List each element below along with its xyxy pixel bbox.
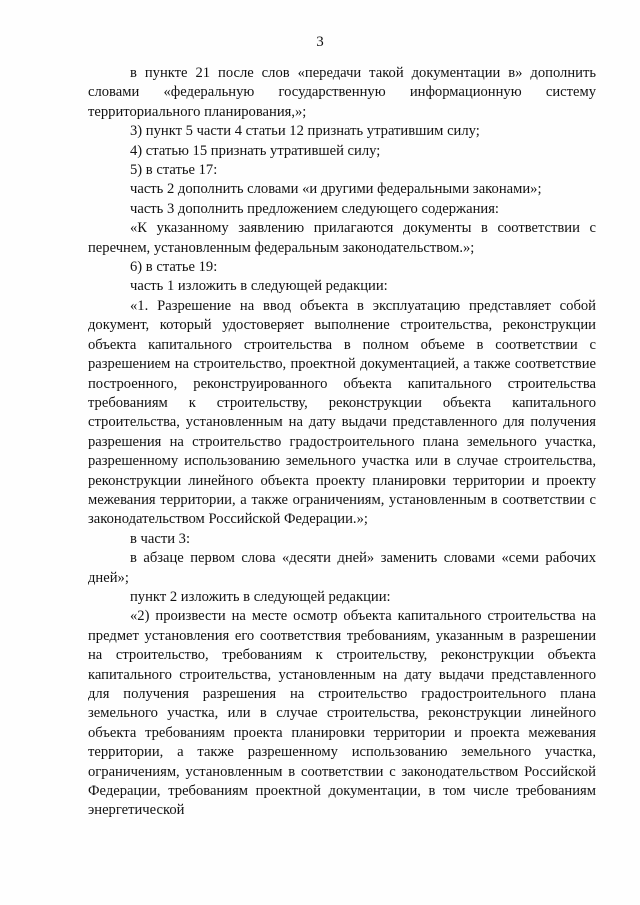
paragraph: пункт 2 изложить в следующей редакции: — [130, 588, 391, 605]
paragraph: часть 3 дополнить предложением следующего содержания: — [130, 200, 499, 217]
page-number: 3 — [316, 34, 324, 50]
paragraph: «1. Разрешение на ввод объекта в эксплуатацию представляет собой документ, который удостоверяет выполнение строительства, реконструкции объекта капитального строительства в полном объеме в соответствии с разрешением на строительство, проектной документацией, а также соответствие построенного, реконструированного объекта капитального строительства требованиям к строительству, реконструкции объекта капитального строительства, установленным на дату выдачи представленного для получения разрешения на строительство градостроительного плана земельного участка, разрешенному использованию земельного участка или в случае строительства, реконструкции линейного объекта проекту планировки территории и проекту межевания территории, а также ограничениям, установленным в соответствии с законодательством Российской Федерации.»; — [88, 297, 596, 528]
paragraph: 5) в статье 17: — [130, 162, 218, 179]
paragraph: часть 1 изложить в следующей редакции: — [130, 278, 388, 295]
paragraph: «К указанному заявлению прилагаются документы в соответствии с перечнем, установленным федеральным законодательством.»; — [88, 220, 596, 256]
paragraph: в части 3: — [130, 530, 191, 547]
paragraph: 3) пункт 5 части 4 статьи 12 признать утратившим силу; — [130, 123, 480, 140]
paragraph: часть 2 дополнить словами «и другими федеральными законами»; — [130, 181, 542, 198]
paragraph: «2) произвести на месте осмотр объекта капитального строительства на предмет установления его соответствия требованиям, указанным в разрешении на строительство, требованиям к строительству, реконструкции объекта капитального строительства, установленным на дату выдачи представленного для получения разрешения на строительство градостроительного плана земельного участка, или в случае строительства, реконструкции линейного объекта требованиям проекта планировки территории и проекта межевания территории, а также разрешенному использованию земельного участка, ограничениям, установленным в соответствии с законодательством Российской Федерации, требованиям проектной документации, в том числе требованиям энергетической — [88, 608, 596, 819]
document-body — [88, 64, 596, 821]
paragraph: 6) в статье 19: — [130, 259, 218, 276]
paragraph: 4) статью 15 признать утратившей силу; — [130, 142, 381, 159]
paragraph: в пункте 21 после слов «передачи такой документации в» дополнить словами «федеральную государственную информационную систему территориального планирования,»; — [88, 65, 596, 120]
paragraph: в абзаце первом слова «десяти дней» заменить словами «семи рабочих дней»; — [88, 550, 596, 586]
